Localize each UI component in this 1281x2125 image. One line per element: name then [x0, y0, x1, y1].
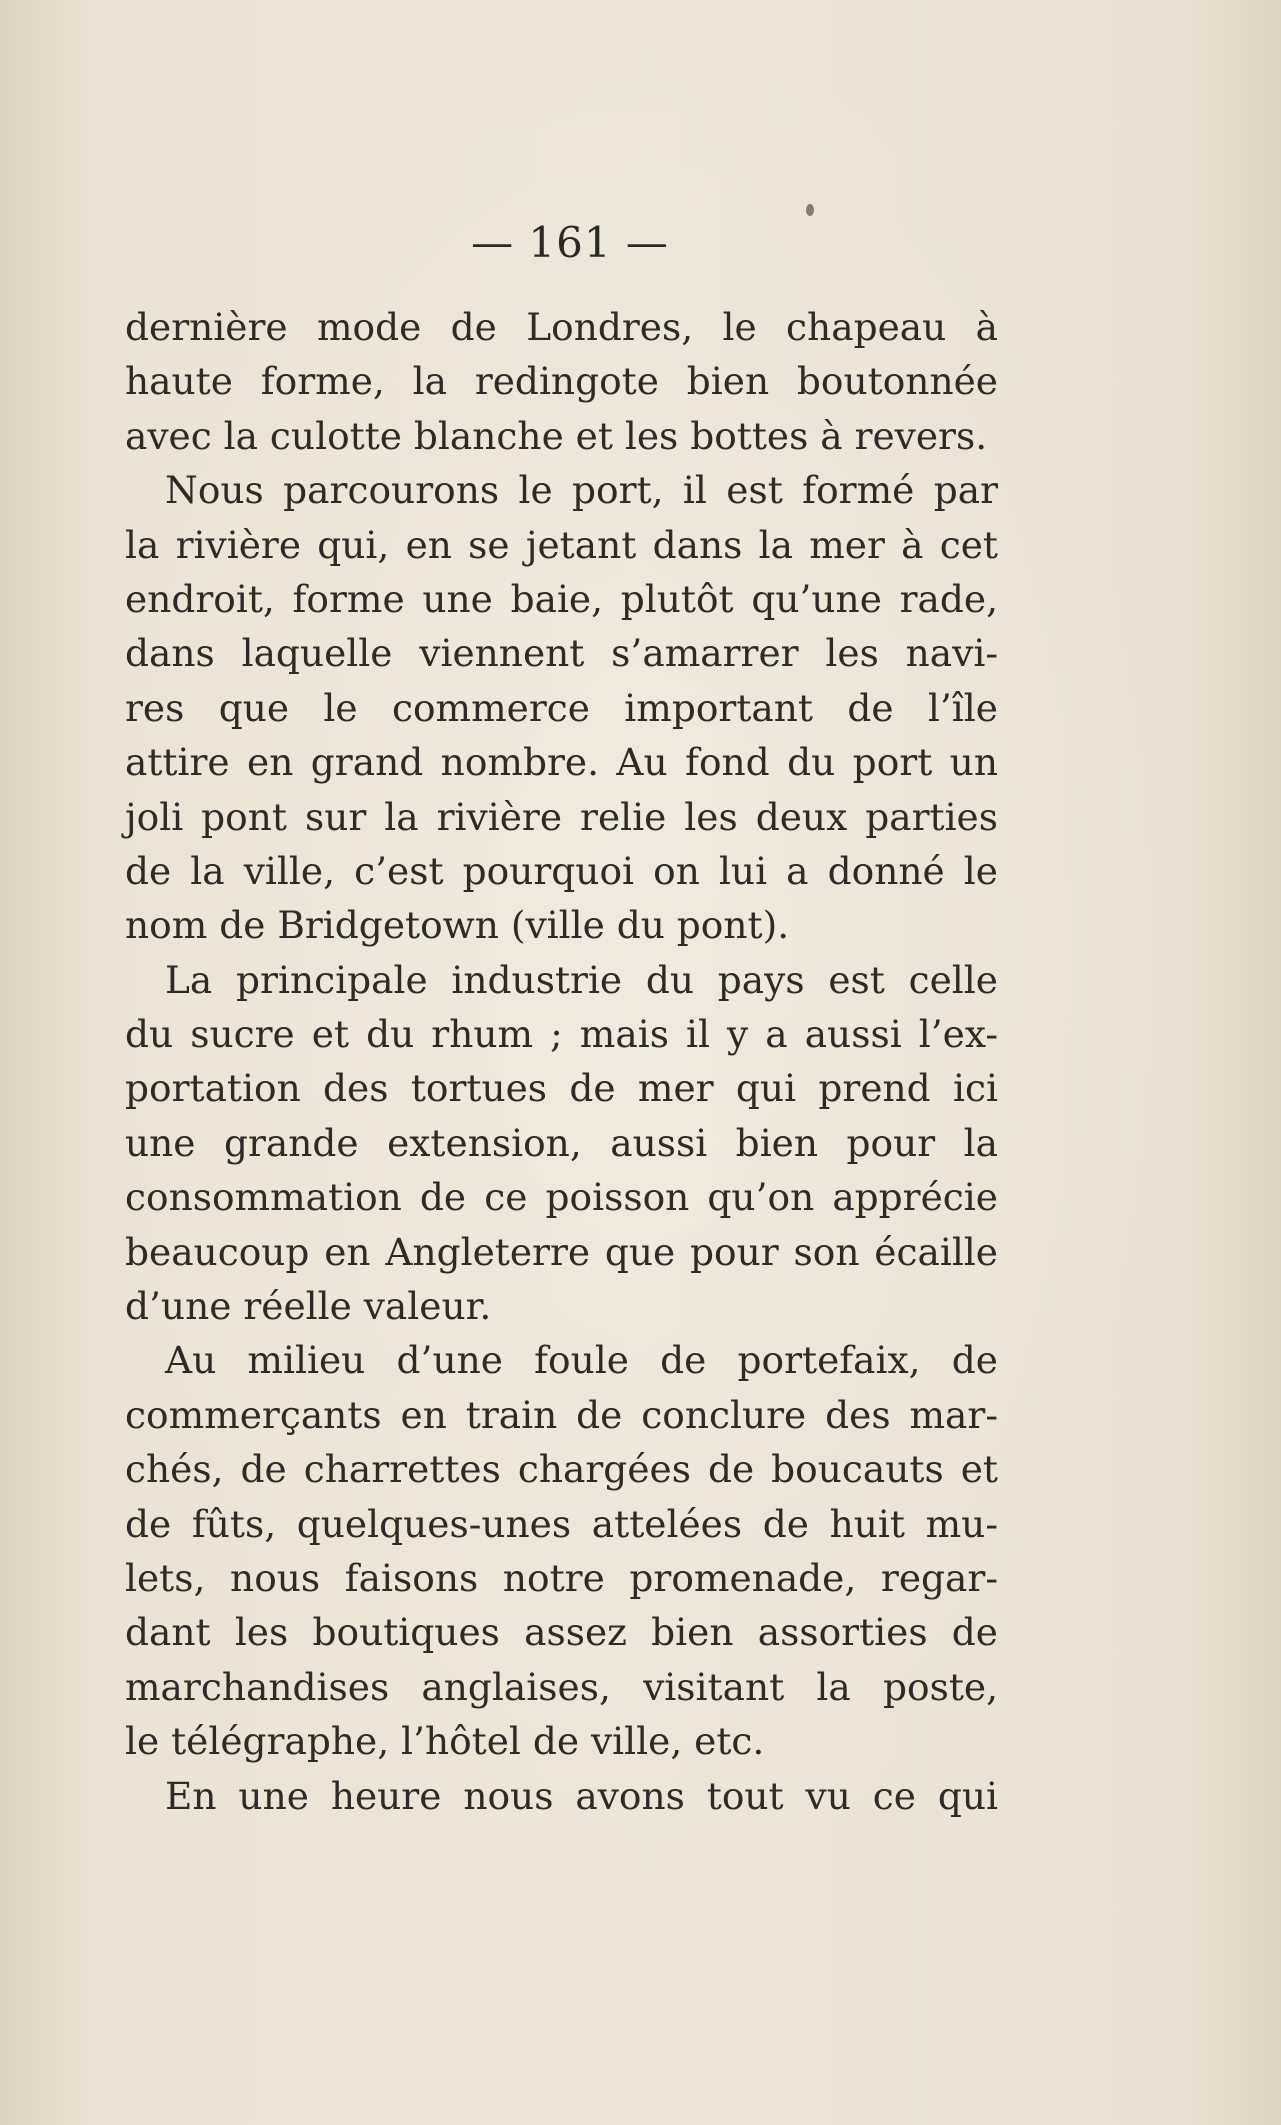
text-line: lets, nous faisons notre promenade, regar-: [125, 1555, 998, 1600]
text-line: dernière mode de Londres, le chapeau à: [125, 305, 998, 349]
text-line: d’une réelle valeur.: [125, 1284, 492, 1329]
text-line: dans laquelle viennent s’amarrer les navi-: [125, 631, 998, 676]
text-line: la rivière qui, en se jetant dans la mer à cet: [125, 522, 998, 567]
text-line: le télégraphe, l’hôtel de ville, etc.: [125, 1719, 765, 1764]
body-text: [125, 300, 998, 1823]
text-line: de fûts, quelques-unes attelées de huit mu-: [125, 1501, 998, 1546]
page-number: — 161 —: [471, 218, 669, 267]
text-line: du sucre et du rhum ; mais il y a aussi l’ex-: [125, 1012, 998, 1057]
text-line: nom de Bridgetown (ville du pont).: [125, 903, 790, 948]
text-line: attire en grand nombre. Au fond du port un: [125, 740, 998, 785]
text-line: Nous parcourons le port, il est formé par: [165, 468, 998, 513]
text-line: de la ville, c’est pourquoi on lui a donné le: [125, 848, 998, 893]
text-line: Au milieu d’une foule de portefaix, de: [165, 1338, 998, 1383]
text-line: La principale industrie du pays est celle: [165, 957, 998, 1002]
text-line: marchandises anglaises, visitant la poste,: [125, 1664, 998, 1709]
text-line: endroit, forme une baie, plutôt qu’une rade,: [125, 576, 998, 621]
text-line: portation des tortues de mer qui prend ici: [125, 1066, 998, 1111]
text-line: beaucoup en Angleterre que pour son écaille: [125, 1229, 998, 1274]
text-line: consommation de ce poisson qu’on apprécie: [125, 1175, 998, 1220]
text-line: une grande extension, aussi bien pour la: [125, 1120, 998, 1165]
text-line: res que le commerce important de l’île: [125, 685, 998, 730]
text-line: haute forme, la redingote bien boutonnée: [125, 359, 998, 404]
text-line: commerçants en train de conclure des mar-: [125, 1392, 998, 1437]
text-line: dant les boutiques assez bien assorties de: [125, 1610, 998, 1655]
text-line: joli pont sur la rivière relie les deux parties: [125, 794, 998, 839]
text-line: avec la culotte blanche et les bottes à revers.: [125, 413, 988, 458]
text-line: En une heure nous avons tout vu ce qui: [165, 1773, 998, 1818]
ink-speck: [806, 204, 814, 216]
text-line: chés, de charrettes chargées de boucauts et: [125, 1447, 998, 1492]
